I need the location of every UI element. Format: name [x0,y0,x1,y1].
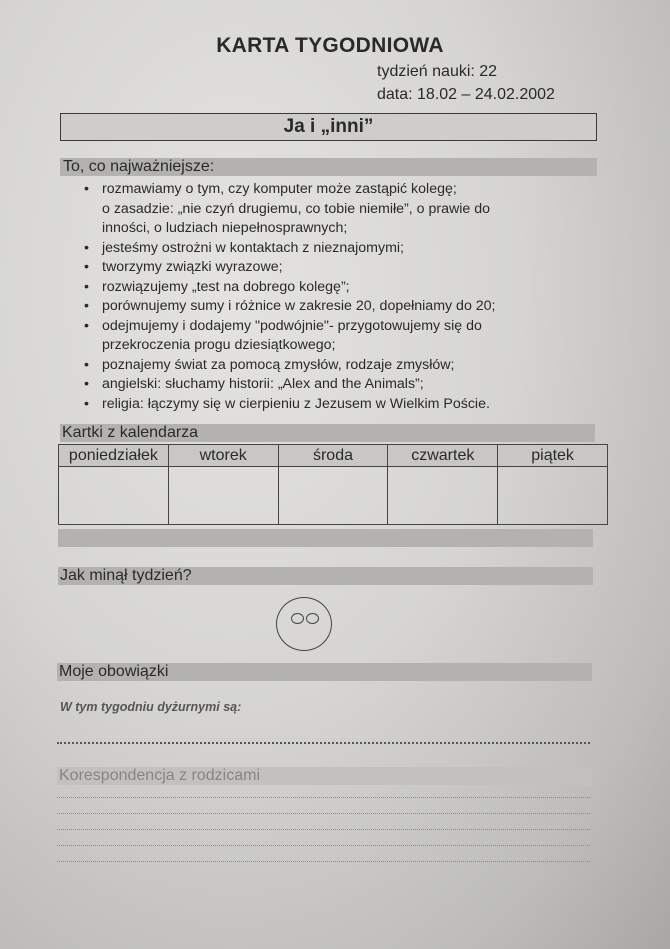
priority-item [80,317,600,356]
calendar-cell[interactable] [59,467,169,525]
bullet-icon: • [84,259,89,275]
priority-item-text: angielski: słuchamy historii: „Alex and the Animals”; [102,376,424,392]
calendar-entry-row [59,467,608,525]
correspondence-line[interactable] [57,829,590,830]
day-header: środa [278,445,388,467]
correspondence-line[interactable] [57,797,590,798]
priority-item [80,297,600,317]
priority-item-text: rozmawiamy o tym, czy komputer może zastąpić kolegę; [102,181,457,197]
priority-item-text: poznajemy świat za pomocą zmysłów, rodzaje zmysłów; [102,356,455,373]
priority-item-text: inności, o ludziach niepełnosprawnych; [102,220,348,236]
priority-item-text: rozwiązujemy „test na dobrego kolegę”; [102,278,350,295]
priorities-heading: To, co najważniejsze: [63,158,215,175]
calendar-heading: Kartki z kalendarza [62,424,199,441]
mood-face-icon[interactable] [276,597,332,651]
priority-item-text: o zasadzie: „nie czyń drugiemu, co tobie niemiłe”, o prawie do [102,200,490,217]
calendar-cell[interactable] [388,467,498,525]
day-header: poniedziałek [59,445,169,467]
duties-heading: Moje obowiązki [59,663,169,680]
week-number: tydzień nauki: 22 [377,63,498,80]
bullet-icon: • [84,298,89,314]
correspondence-heading: Korespondencja z rodzicami [59,767,260,784]
bullet-icon: • [84,395,89,412]
calendar-table [58,444,608,525]
date-range: data: 18.02 – 24.02.2002 [377,86,555,103]
calendar-cell[interactable] [278,467,388,525]
bullet-icon: • [84,376,89,392]
priority-item [80,278,600,298]
left-eye-icon [291,613,304,624]
priority-item [80,258,600,278]
priority-item-text: religia: łączymy się w cierpieniu z Jezusem w Wielkim Poście. [102,395,490,412]
priority-item-text: przekroczenia progu dziesiątkowego; [102,337,336,353]
calendar-header-row [59,445,608,467]
day-header: wtorek [168,445,278,467]
correspondence-line[interactable] [57,845,590,846]
priority-item-text: porównujemy sumy i różnice w zakresie 20, dopełniamy do 20; [102,298,496,314]
day-header: piątek [498,445,608,467]
bullet-icon: • [84,181,89,197]
correspondence-line[interactable] [57,813,590,814]
right-eye-icon [306,613,319,624]
topic-title: Ja i „inni” [283,116,374,137]
priority-item [80,180,600,239]
bullet-icon: • [84,278,89,295]
on-duty-writing-line[interactable] [57,742,590,744]
calendar-cell[interactable] [168,467,278,525]
priorities-list [80,180,600,414]
day-header: czwartek [388,445,498,467]
priority-item [80,395,600,415]
priority-item [80,239,600,259]
bullet-icon: • [84,317,89,334]
priority-item-text: odejmujemy i dodajemy "podwójnie"- przygotowujemy się do [102,317,482,334]
priority-item [80,375,600,395]
on-duty-label: W tym tygodniu dyżurnymi są: [60,700,242,714]
correspondence-line[interactable] [57,861,590,862]
calendar-cell[interactable] [498,467,608,525]
calendar-bottom-band [58,529,593,547]
bullet-icon: • [84,356,89,373]
bullet-icon: • [84,239,89,256]
priority-item-text: jesteśmy ostrożni w kontaktach z nieznajomymi; [102,239,404,256]
priority-item [80,356,600,376]
topic-box [60,113,597,141]
priority-item-text: tworzymy związki wyrazowe; [102,259,283,275]
week-review-heading: Jak minął tydzień? [60,567,192,584]
page-title: KARTA TYGODNIOWA [216,34,444,57]
